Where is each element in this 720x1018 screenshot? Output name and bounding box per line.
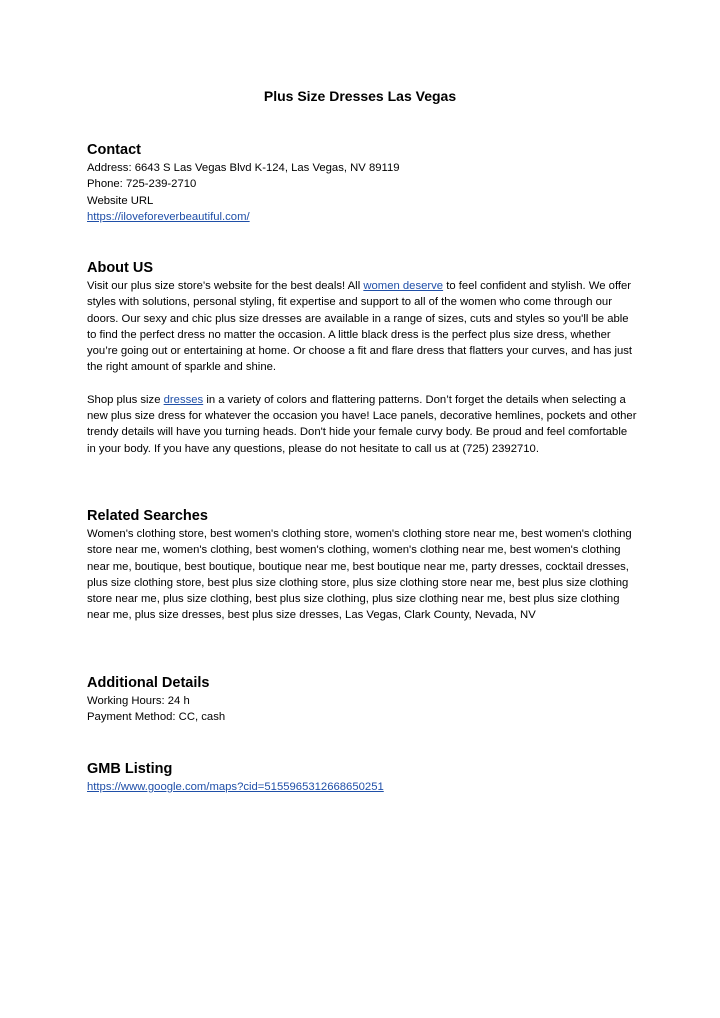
about-p1-text-a: Visit our plus size store's website for the best deals! All (87, 280, 364, 292)
gmb-listing-heading: GMB Listing (87, 761, 173, 777)
gmb-listing-section (87, 760, 637, 795)
about-paragraph-2 (87, 392, 637, 457)
dresses-link[interactable]: dresses (163, 393, 204, 406)
about-paragraph-1 (87, 278, 637, 376)
contact-website-label: Website URL (87, 194, 154, 207)
contact-heading: Contact (87, 142, 141, 158)
about-section (87, 259, 637, 457)
about-p1-text-b: to feel confident and stylish. We offer styles with solutions, personal styling, fit expertise and support to all of the women who come through our doors. Our sexy and chic plus size dresses are available in a range of sizes, cuts and styles so you'll be able to find the perfect dress no matter the occasion. A little black dress is the perfect plus size dress, whether you’re going out or entertaining at home. Or choose a fit and flare dress that flatters your curves, and has just the right amount of sparkle and shine. (87, 280, 633, 374)
gmb-link[interactable]: https://www.google.com/maps?cid=5155965312668650251 (87, 781, 384, 793)
women-deserve-link[interactable]: women deserve (363, 280, 444, 292)
about-p2-text-b: in a variety of colors and flattering patterns. Don’t forget the details when selecting a new plus size dress for whatever the occasion you have! Lace panels, decorative hemlines, pockets and other trendy details will have you turning heads. Don't hide your female curvy body. Be proud and feel comfortable in your body. If you have any questions, please do not hesitate to call us at (725) 2392710. (87, 393, 637, 455)
related-searches-section (87, 507, 637, 624)
related-searches-text: Women's clothing store, best women's clothing store, women's clothing store near me, best women's clothing store near me, women's clothing, best women's clothing, women's clothing near me, best women's clothing near me, boutique, best boutique, boutique near me, best boutique near me, party dresses, cocktail dresses, plus size clothing store, best plus size clothing store, plus size clothing store near me, best plus size clothing store near me, plus size clothing, best plus size clothing, plus size clothing near me, best plus size clothing near me, plus size dresses, best plus size dresses, Las Vegas, Clark County, Nevada, NV (87, 528, 632, 622)
additional-details-heading: Additional Details (87, 675, 210, 691)
contact-address: Address: 6643 S Las Vegas Blvd K-124, Las Vegas, NV 89119 (87, 162, 400, 174)
about-heading: About US (87, 260, 154, 276)
page-title: Plus Size Dresses Las Vegas (263, 88, 457, 104)
website-link[interactable]: https://iloveforeverbeautiful.com/ (87, 210, 250, 223)
related-searches-heading: Related Searches (87, 508, 208, 524)
contact-phone: Phone: 725-239-2710 (87, 178, 197, 191)
about-p2-text-a: Shop plus size (87, 393, 164, 406)
contact-section (87, 141, 637, 225)
payment-method: Payment Method: CC, cash (87, 711, 226, 724)
working-hours: Working Hours: 24 h (87, 695, 190, 707)
additional-details-section (87, 674, 637, 726)
